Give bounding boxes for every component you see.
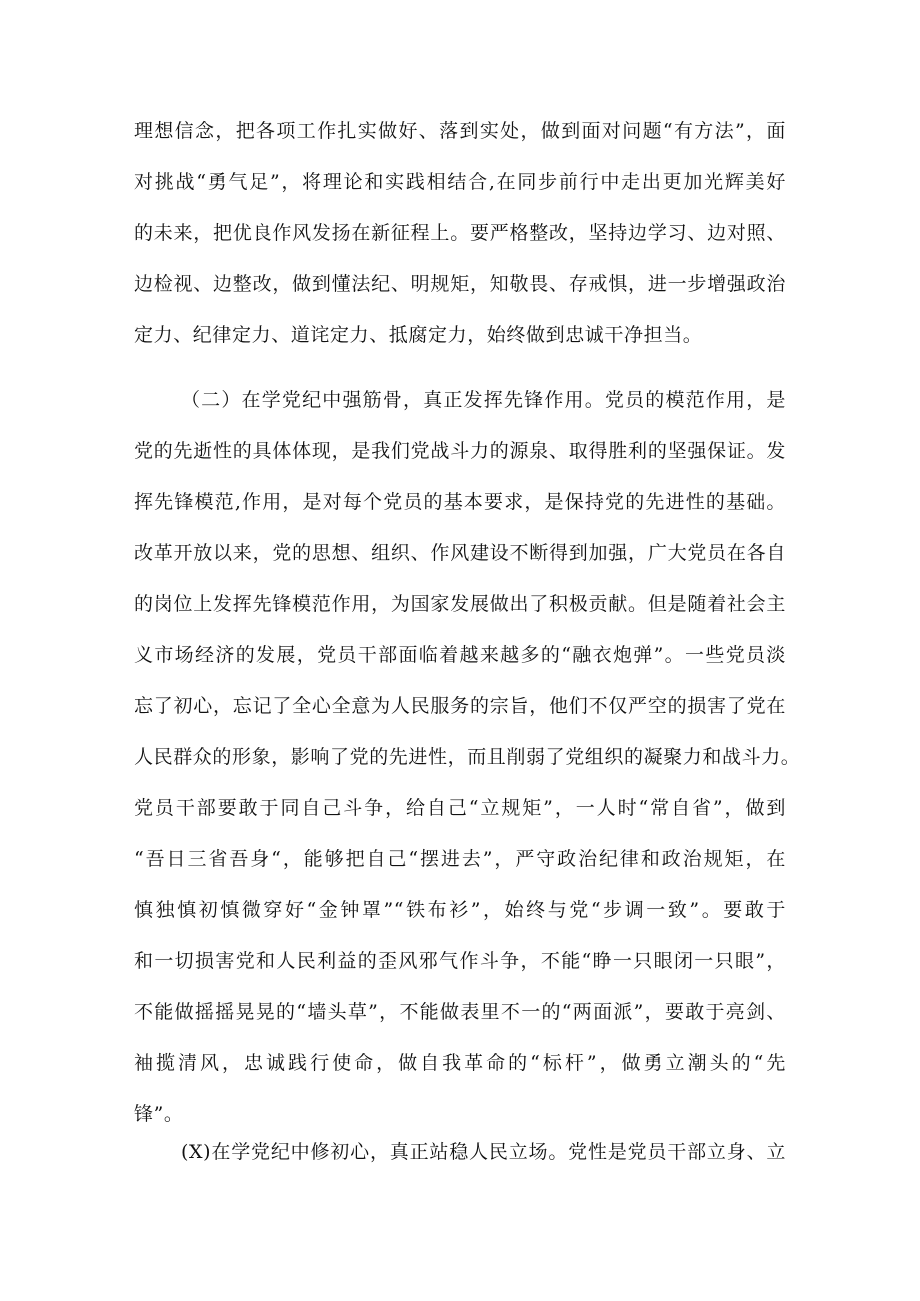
text-line: 和一切损害党和人民利益的歪风邪气作斗争，不能“睁一只眼闭一只眼”， [134, 950, 786, 972]
text-line: 义市场经济的发展，党员干部面临着越来越多的“融衣炮弹”。一些党员淡 [134, 644, 786, 666]
text-line: 挥先锋模范,作用，是对每个党员的基本要求，是保持党的先进性的基础。 [134, 491, 786, 513]
text-line: 边检视、边整改，做到懂法纪、明规矩，知敬畏、存戒惧，进一步增强政治 [134, 273, 786, 295]
paragraph-3 [134, 1127, 786, 1178]
text-line: 忘了初心，忘记了全心全意为人民服务的宗旨，他们不仅严空的损害了党在 [134, 695, 786, 717]
paragraph-2 [134, 375, 801, 1140]
text-line: 改革开放以来，党的思想、组织、作风建设不断得到加强，广大党员在各自 [134, 542, 786, 564]
text-line: 的岗位上发挥先锋模范作用，为国家发展做出了积极贡献。但是随着社会主 [134, 593, 786, 615]
text-line: 人民群众的形象，影响了党的先进性，而且削弱了党组织的凝聚力和战斗力。 [134, 746, 801, 768]
paragraph-1 [134, 106, 786, 361]
text-line: (X)在学党纪中修初心，真正站稳人民立场。党性是党员干部立身、立 [181, 1141, 786, 1163]
text-line: 的未来，把优良作风发扬在新征程上。要严格整改，坚持边学习、边对照、 [134, 222, 786, 244]
text-line: （二）在学党纪中强筋骨，真正发挥先锋作用。党员的模范作用，是 [181, 389, 786, 411]
text-line: 党员干部要敢于同自己斗争，给自己“立规矩”，一人时“常自省”，做到 [134, 797, 786, 819]
text-line: 锋”。 [134, 1103, 184, 1125]
text-line: “吾日三省吾身“，能够把自己“摆进去”，严守政治纪律和政治规矩，在 [134, 848, 786, 870]
text-line: 袖揽清风，忠诚践行使命，做自我革命的“标杆”，做勇立潮头的“先 [134, 1052, 786, 1074]
text-line: 对挑战“勇气足”，将理论和实践相结合,在同步前行中走出更加光辉美好 [134, 171, 786, 193]
text-line: 不能做摇摇晃晃的“墙头草”，不能做表里不一的“两面派”，要敢于亮剑、 [134, 1001, 786, 1023]
text-line: 定力、纪律定力、道诧定力、抵腐定力，始终做到忠诚干净担当。 [134, 324, 703, 346]
text-line: 慎独慎初慎微穿好“金钟罩”“铁布衫”，始终与党“步调一致”。要敢于 [134, 899, 786, 921]
text-line: 理想信念，把各项工作扎实做好、落到实处，做到面对问题“有方法”，面 [134, 120, 786, 142]
text-line: 党的先逝性的具体体现，是我们党战斗力的源泉、取得胜利的坚强保证。发 [134, 440, 786, 462]
